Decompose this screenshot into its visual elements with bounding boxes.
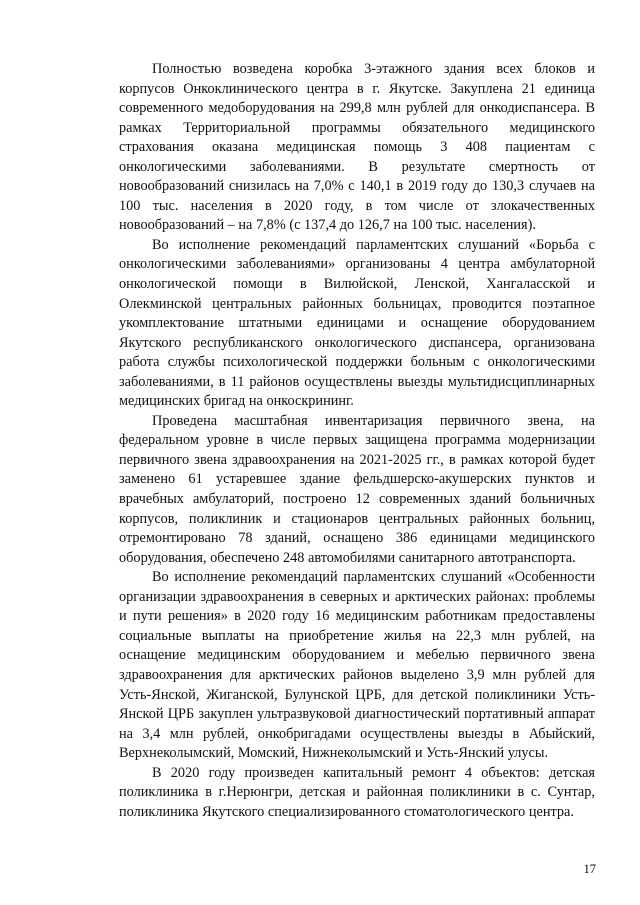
paragraph-primary-care-modernization: Проведена масштабная инвентаризация первичного звена, на федеральном уровне в числе первых защищена программа модернизации первичного звена здравоохранения на 2021-2025 гг., в рамках которой будет заменено 61 устаревшее здание фельдшерско-акушерских пунктов и врачебных амбулаторий, построено 12 современных зданий больничных корпусов, поликлиник и стационаров центральных районных больниц, отремонтировано 78 зданий, оснащено 386 единицами медицинского оборудования, обеспечено 248 автомобилями санитарного автотранспорта.: [119, 412, 595, 566]
paragraph-oncology-center: Полностью возведена коробка 3-этажного здания всех блоков и корпусов Онкоклинического центра в г. Якутске. Закуплена 21 единица современного медоборудования на 299,8 млн рублей для онкодиспансера. В рамках Территориальной программы обязательного медицинского страхования оказана медицинская помощь 3 408 пациентам с онкологическими заболеваниями. В результате смертность от новообразований снизилась на 7,0% с 140,1 в 2019 году до 130,3 случаев на 100 тыс. населения в 2020 году, в том числе от злокачественных новообразований – на 7,8% (с 137,4 до 126,7 на 100 тыс. населения).: [119, 61, 595, 234]
paragraph-capital-repair: В 2020 году произведен капитальный ремонт 4 объектов: детская поликлиника в г.Нерюнгри, детская и районная поликлиники в с. Сунтар, поликлиника Якутского специализированного стоматологического центра.: [119, 764, 595, 820]
document-body: [119, 60, 595, 822]
paragraph-oncology-hearings: Во исполнение рекомендаций парламентских слушаний «Борьба с онкологическими заболеваниями» организованы 4 центра амбулаторной онкологической помощи в Вилюйской, Ленской, Хангаласской и Олекминской центральных районных больницах, проводится поэтапное укомплектование штатными единицами и оснащение оборудованием Якутского республиканского онкологического диспансера, организована работа службы психологической поддержки больным с онкологическими заболеваниями, в 11 районов осуществлены выезды мультидисциплинарных медицинских бригад на онкоскрининг.: [119, 236, 595, 410]
paragraph-arctic-healthcare: Во исполнение рекомендаций парламентских слушаний «Особенности организации здравоохранения в северных и арктических районах: проблемы и пути решения» в 2020 году 16 медицинским работникам предоставлены социальные выплаты на приобретение жилья на 22,3 млн рублей, на оснащение медицинским оборудованием и мебелью первичного звена здравоохранения для арктических районов выделено 3,9 млн рублей для Усть-Янской, Жиганской, Булунской ЦРБ, для детской поликлиники Усть-Янской ЦРБ закуплен ультразвуковой диагностический портативный аппарат на 3,4 млн рублей, онкобригадами осуществлены выезды в Абыйский, Верхнеколымский, Момский, Нижнеколымский и Усть-Янский улусы.: [119, 569, 595, 762]
page-number: 17: [583, 862, 596, 876]
